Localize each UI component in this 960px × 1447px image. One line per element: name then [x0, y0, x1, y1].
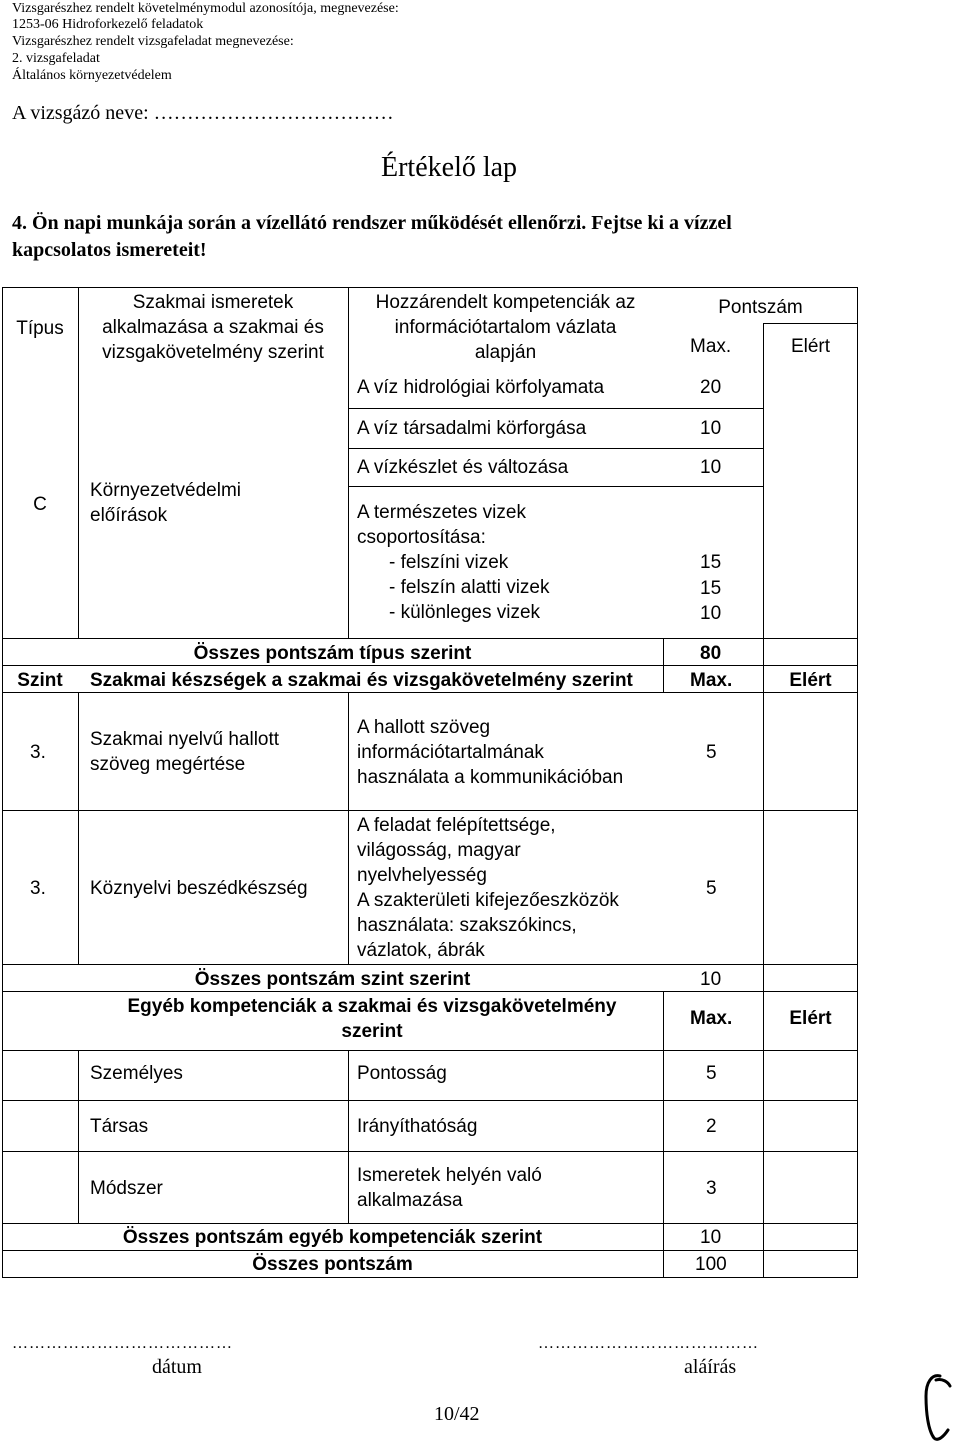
- grand-total-label: Összes pontszám: [252, 1254, 413, 1275]
- skill-row2-level: 3.: [30, 878, 46, 899]
- skill-row2-max: 5: [706, 878, 717, 899]
- section3-total: 10: [700, 1227, 722, 1248]
- header-task-number: 2. vizsgafeladat: [12, 51, 100, 66]
- other-row2-competency: Irányíthatóság: [357, 1116, 478, 1137]
- signature-label: aláírás: [684, 1356, 737, 1378]
- section1-area-line-2: előírások: [90, 505, 168, 526]
- skill-row1-skill-line-2: szöveg megértése: [90, 754, 246, 775]
- section3-header-line-2: szerint: [341, 1021, 403, 1042]
- col-header-skills-line-1: Szakmai ismeretek: [132, 292, 294, 313]
- skill-row1-skill: [90, 727, 279, 777]
- col-header-score: Pontszám: [718, 297, 803, 318]
- skill-row2-competency: [357, 813, 619, 963]
- section2-total-label: Összes pontszám szint szerint: [194, 969, 471, 990]
- header-task-label: Vizsgarészhez rendelt vizsgafeladat megnevezése:: [12, 34, 294, 49]
- page-title: Értékelő lap: [381, 152, 518, 183]
- natural-waters-underground: - felszín alatti vizek: [389, 577, 550, 598]
- section2-total: 10: [700, 969, 722, 990]
- col-header-skills-line-3: vizsgakövetelmény szerint: [102, 342, 324, 363]
- natural-waters-special-max: 10: [700, 603, 722, 624]
- signature-dots: …………………………………: [538, 1335, 759, 1352]
- natural-waters-line-2: csoportosítása:: [357, 527, 486, 548]
- date-label: dátum: [152, 1356, 202, 1378]
- candidate-name-line: A vizsgázó neve: ………………………………: [12, 102, 394, 124]
- other-row3-competency: [357, 1163, 542, 1213]
- section1-type: C: [33, 494, 47, 515]
- row-hydrological-cycle-max: 20: [700, 377, 722, 398]
- skill-row2-comp-line-4: A szakterületi kifejezőeszközök: [357, 890, 619, 911]
- row-water-reserves-max: 10: [700, 457, 722, 478]
- other-row2-max: 2: [706, 1116, 717, 1137]
- section1-total-label: Összes pontszám típus szerint: [193, 643, 472, 664]
- skill-row2-skill: Köznyelvi beszédkészség: [90, 878, 308, 899]
- skill-row2-comp-line-6: vázlatok, ábrák: [357, 940, 485, 961]
- col-header-skills: [78, 290, 348, 365]
- col-header-competencies-line-1: Hozzárendelt kompetenciák az: [375, 292, 636, 313]
- skill-row2-comp-line-5: használata: szakszókincs,: [357, 915, 577, 936]
- skill-row2-comp-line-2: világosság, magyar: [357, 840, 521, 861]
- col-header-competencies-line-3: alapján: [474, 342, 537, 363]
- section3-total-label: Összes pontszám egyéb kompetenciák szerint: [122, 1227, 543, 1248]
- col-header-type: Típus: [16, 318, 64, 339]
- task-line-2: kapcsolatos ismereteit!: [12, 239, 207, 261]
- section1-area-line-1: Környezetvédelmi: [90, 480, 242, 501]
- skill-row1-comp-line-1: A hallott szöveg: [357, 717, 491, 738]
- section3-header-achieved: Elért: [789, 1008, 832, 1029]
- row-natural-waters: [357, 500, 550, 625]
- other-row3-comp-line-2: alkalmazása: [357, 1190, 463, 1211]
- signature-scribble: [918, 1372, 954, 1442]
- row-social-cycle-max: 10: [700, 418, 722, 439]
- row-social-cycle: A víz társadalmi körforgása: [357, 418, 587, 439]
- task-line-1: 4. Ön napi munkája során a vízellátó rendszer működését ellenőrzi. Fejtse ki a vízzel: [12, 212, 732, 234]
- skill-row1-level: 3.: [30, 742, 46, 763]
- natural-waters-surface-max: 15: [700, 552, 722, 573]
- col-header-max: Max.: [690, 336, 732, 357]
- header-task-name: Általános környezetvédelem: [12, 68, 172, 83]
- section3-header-max: Max.: [690, 1008, 733, 1029]
- other-row3-type: Módszer: [90, 1178, 163, 1199]
- header-module-label: Vizsgarészhez rendelt követelménymodul azonosítója, megnevezése:: [12, 1, 399, 16]
- date-dots: …………………………………: [12, 1335, 233, 1352]
- skill-row1-comp-line-2: információtartalmának: [357, 742, 544, 763]
- col-header-achieved: Elért: [790, 336, 831, 357]
- col-header-competencies: [348, 290, 663, 365]
- other-row1-competency: Pontosság: [357, 1063, 447, 1084]
- section2-header-achieved: Elért: [789, 670, 832, 691]
- skill-row1-max: 5: [706, 742, 717, 763]
- other-row2-type: Társas: [90, 1116, 149, 1137]
- section2-header-max: Max.: [690, 670, 733, 691]
- row-hydrological-cycle: A víz hidrológiai körfolyamata: [357, 377, 605, 398]
- skill-row2-comp-line-1: A feladat felépítettsége,: [357, 815, 556, 836]
- other-row1-type: Személyes: [90, 1063, 183, 1084]
- other-row3-comp-line-1: Ismeretek helyén való: [357, 1165, 542, 1186]
- col-header-competencies-line-2: információtartalom vázlata: [394, 317, 617, 338]
- skill-row1-competency: [357, 715, 623, 790]
- section2-header-label: Szakmai készségek a szakmai és vizsgakövetelmény szerint: [90, 670, 633, 691]
- header-module-id: 1253-06 Hidroforkezelő feladatok: [12, 17, 204, 32]
- natural-waters-underground-max: 15: [700, 578, 722, 599]
- section2-header-level: Szint: [17, 670, 63, 691]
- other-row1-max: 5: [706, 1063, 717, 1084]
- col-header-skills-line-2: alkalmazása a szakmai és: [102, 317, 324, 338]
- page-number: 10/42: [434, 1403, 480, 1425]
- section3-header-line-1: Egyéb kompetenciák a szakmai és vizsgakövetelmény: [127, 996, 617, 1017]
- task-statement: [12, 210, 942, 264]
- row-water-reserves: A vízkészlet és változása: [357, 457, 569, 478]
- other-row3-max: 3: [706, 1178, 717, 1199]
- skill-row1-comp-line-3: használata a kommunikációban: [357, 767, 624, 788]
- section1-area: [90, 478, 241, 528]
- skill-row2-comp-line-3: nyelvhelyesség: [357, 865, 487, 886]
- section3-header-label: [2, 994, 742, 1044]
- natural-waters-special: - különleges vizek: [389, 602, 541, 623]
- grand-total: 100: [695, 1254, 727, 1275]
- skill-row1-skill-line-1: Szakmai nyelvű hallott: [90, 729, 280, 750]
- natural-waters-line-1: A természetes vizek: [357, 502, 526, 523]
- natural-waters-surface: - felszíni vizek: [389, 552, 509, 573]
- section1-total: 80: [700, 643, 722, 664]
